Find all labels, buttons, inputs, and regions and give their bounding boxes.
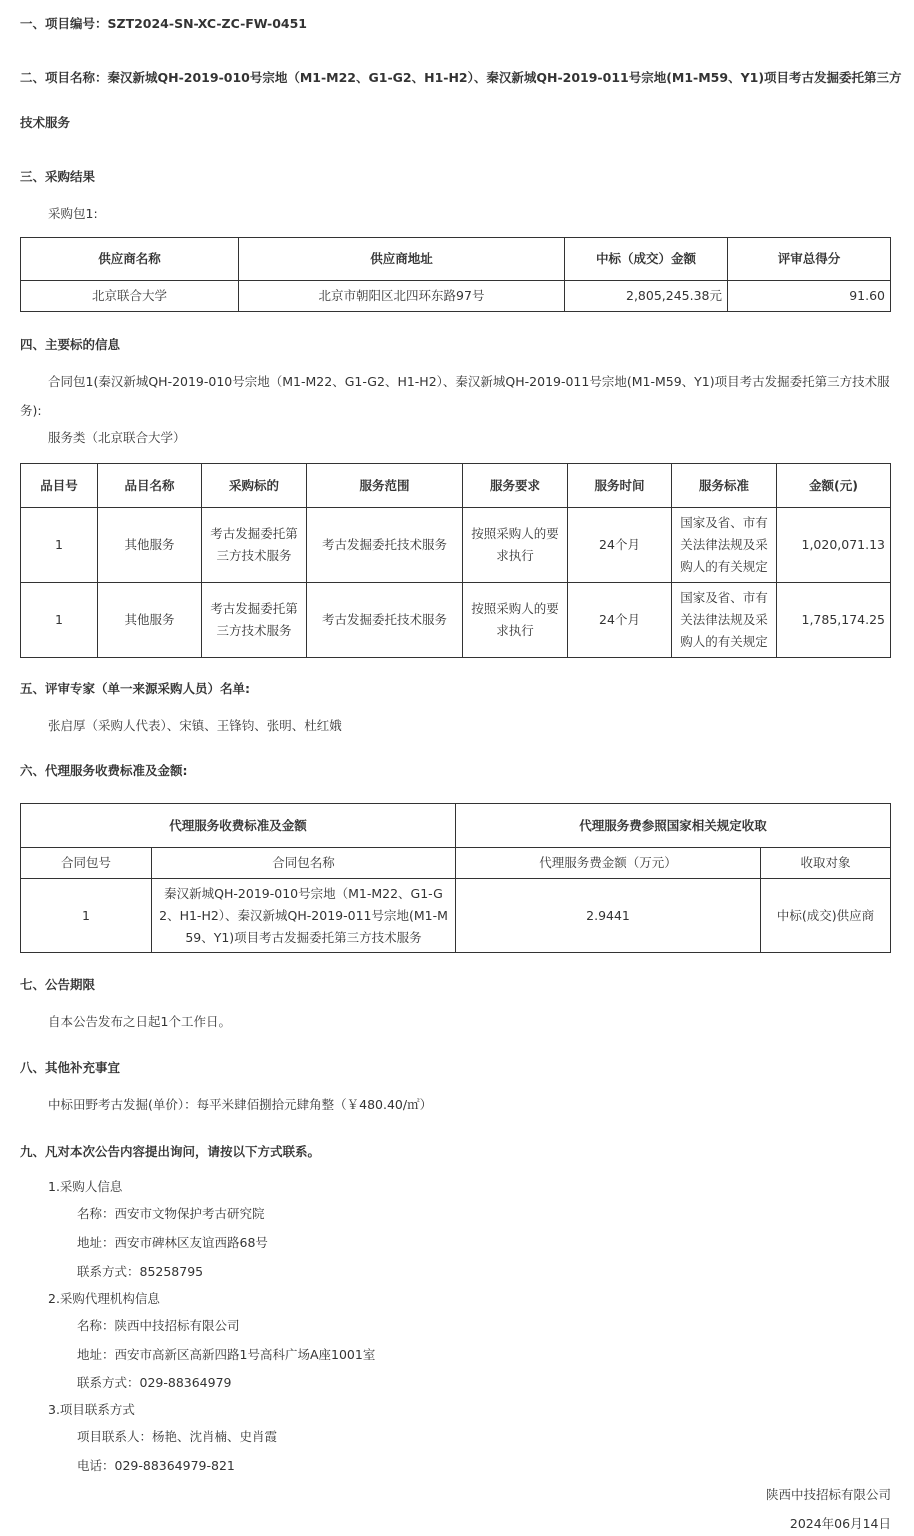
header-package-name: 合同包名称 — [152, 848, 456, 879]
footer-organization: 陕西中技招标有限公司 — [765, 1487, 891, 1502]
item-name: 其他服务 — [98, 508, 202, 583]
header-package-no: 合同包号 — [21, 848, 152, 879]
package-name-line: 2、H1-H2）、秦汉新城QH-2019-011号宗地(M1-M — [159, 907, 448, 923]
standard-line: 国家及省、市有 — [680, 515, 768, 530]
table-row — [21, 879, 891, 953]
service-standard — [672, 508, 777, 583]
header-total-score: 评审总得分 — [728, 238, 891, 281]
section-project-number: 一、项目编号：SZT2024-SN-XC-ZC-FW-0451 — [20, 16, 307, 31]
table-header-row — [21, 464, 891, 508]
footer-date: 2024年06月14日 — [789, 1516, 891, 1531]
table-header-row — [21, 238, 891, 281]
header-item-name: 品目名称 — [98, 464, 202, 508]
fee-payer: 中标(成交)供应商 — [761, 879, 891, 953]
requirement-line: 按照采购人的要 — [471, 601, 559, 616]
agency-phone: 联系方式：029-88364979 — [77, 1375, 232, 1390]
requirement-line: 按照采购人的要 — [471, 526, 559, 541]
standard-line: 国家及省、市有 — [680, 590, 768, 605]
agency-address: 地址：西安市高新区高新四路1号高科广场A座1001室 — [77, 1347, 376, 1362]
table-row — [21, 583, 891, 658]
experts-list: 张启厚（采购人代表）、宋镇、王锋钧、张明、杜红娥 — [48, 718, 342, 733]
standard-line: 关法律法规及采 — [680, 537, 768, 552]
service-standard — [672, 583, 777, 658]
service-time: 24个月 — [568, 583, 672, 658]
header-procurement-target: 采购标的 — [202, 464, 307, 508]
header-fee-amount: 代理服务费金额（万元） — [456, 848, 761, 879]
section-review-experts: 五、评审专家（单一来源采购人员）名单: — [20, 681, 250, 696]
header-item-no: 品目号 — [21, 464, 98, 508]
header-supplier-name: 供应商名称 — [21, 238, 239, 281]
header-service-scope: 服务范围 — [307, 464, 463, 508]
target-line: 三方技术服务 — [216, 548, 292, 563]
package-name-line: 59、Y1)项目考古发掘委托第三方技术服务 — [185, 929, 422, 945]
target-line: 考古发掘委托第 — [210, 601, 298, 616]
header-bid-amount: 中标（成交）金额 — [565, 238, 728, 281]
fee-amount: 2.9441 — [456, 879, 761, 953]
header-fee-payer: 收取对象 — [761, 848, 891, 879]
procurement-target — [202, 583, 307, 658]
header-amount: 金额(元) — [777, 464, 891, 508]
amount: 1,785,174.25 — [777, 583, 891, 658]
header-fee-standard: 代理服务收费标准及金额 — [21, 804, 456, 848]
service-requirement — [463, 583, 568, 658]
target-line: 考古发掘委托第 — [210, 526, 298, 541]
main-items-table — [20, 463, 891, 658]
amount: 1,020,071.13 — [777, 508, 891, 583]
standard-line: 关法律法规及采 — [680, 612, 768, 627]
agency-name: 名称：陕西中技招标有限公司 — [77, 1318, 240, 1333]
agency-fee-table — [20, 803, 891, 953]
supplier-name: 北京联合大学 — [21, 281, 239, 312]
purchaser-phone: 联系方式：85258795 — [77, 1264, 204, 1279]
header-supplier-address: 供应商地址 — [239, 238, 565, 281]
supplementary-text: 中标田野考古发掘(单价）：每平米肆佰捌拾元肆角整（￥480.40/㎡） — [48, 1097, 433, 1112]
section-notice-period: 七、公告期限 — [20, 977, 96, 992]
section-contact: 九、凡对本次公告内容提出询问，请按以下方式联系。 — [20, 1144, 321, 1159]
standard-line: 购人的有关规定 — [680, 559, 768, 574]
bid-amount: 2,805,245.38元 — [565, 281, 728, 312]
purchaser-name: 名称：西安市文物保护考古研究院 — [77, 1206, 265, 1221]
purchaser-info-title: 1.采购人信息 — [48, 1179, 123, 1194]
header-service-standard: 服务标准 — [672, 464, 777, 508]
total-score: 91.60 — [728, 281, 891, 312]
requirement-line: 求执行 — [496, 548, 534, 563]
item-name: 其他服务 — [98, 583, 202, 658]
project-contact-phone: 电话：029-88364979-821 — [77, 1458, 235, 1473]
table-header-row — [21, 804, 891, 848]
table-row — [21, 281, 891, 312]
procurement-target — [202, 508, 307, 583]
header-service-requirement: 服务要求 — [463, 464, 568, 508]
package-name — [152, 879, 456, 953]
section-supplementary: 八、其他补充事宜 — [20, 1060, 121, 1075]
package-name-line: 秦汉新城QH-2019-010号宗地（M1-M22、G1-G — [164, 885, 443, 901]
standard-line: 购人的有关规定 — [680, 634, 768, 649]
service-scope: 考古发掘委托技术服务 — [307, 583, 463, 658]
notice-period: 自本公告发布之日起1个工作日。 — [48, 1014, 231, 1029]
section-project-name: 二、项目名称：秦汉新城QH-2019-010号宗地（M1-M22、G1-G2、H1-H2）、秦汉新城QH-2019-011号宗地(M1-M59、Y1)项目考古发掘委托第三方 — [20, 70, 902, 85]
package-label: 采购包1: — [48, 206, 98, 221]
contract-package-desc-cont: 务): — [20, 403, 42, 418]
contract-package-desc: 合同包1(秦汉新城QH-2019-010号宗地（M1-M22、G1-G2、H1-H2）、秦汉新城QH-2019-011号宗地(M1-M59、Y1)项目考古发掘委托第三方技术服 — [48, 374, 890, 389]
purchaser-address: 地址：西安市碑林区友谊西路68号 — [77, 1235, 268, 1250]
service-type: 服务类（北京联合大学） — [48, 430, 186, 445]
table-subheader-row — [21, 848, 891, 879]
service-requirement — [463, 508, 568, 583]
project-contact-title: 3.项目联系方式 — [48, 1402, 135, 1417]
supplier-address: 北京市朝阳区北四环东路97号 — [239, 281, 565, 312]
item-no: 1 — [21, 583, 98, 658]
section-agency-fee: 六、代理服务收费标准及金额: — [20, 763, 188, 778]
service-time: 24个月 — [568, 508, 672, 583]
section-project-name-cont: 技术服务 — [20, 115, 71, 130]
target-line: 三方技术服务 — [216, 623, 292, 638]
table-row — [21, 508, 891, 583]
header-service-time: 服务时间 — [568, 464, 672, 508]
service-scope: 考古发掘委托技术服务 — [307, 508, 463, 583]
item-no: 1 — [21, 508, 98, 583]
section-procurement-result: 三、采购结果 — [20, 169, 96, 184]
project-contact-people: 项目联系人：杨艳、沈肖楠、史肖霞 — [77, 1429, 278, 1444]
requirement-line: 求执行 — [496, 623, 534, 638]
header-fee-basis: 代理服务费参照国家相关规定收取 — [456, 804, 891, 848]
supplier-result-table — [20, 237, 891, 312]
package-no: 1 — [21, 879, 152, 953]
section-main-items: 四、主要标的信息 — [20, 337, 121, 352]
agency-info-title: 2.采购代理机构信息 — [48, 1291, 160, 1306]
